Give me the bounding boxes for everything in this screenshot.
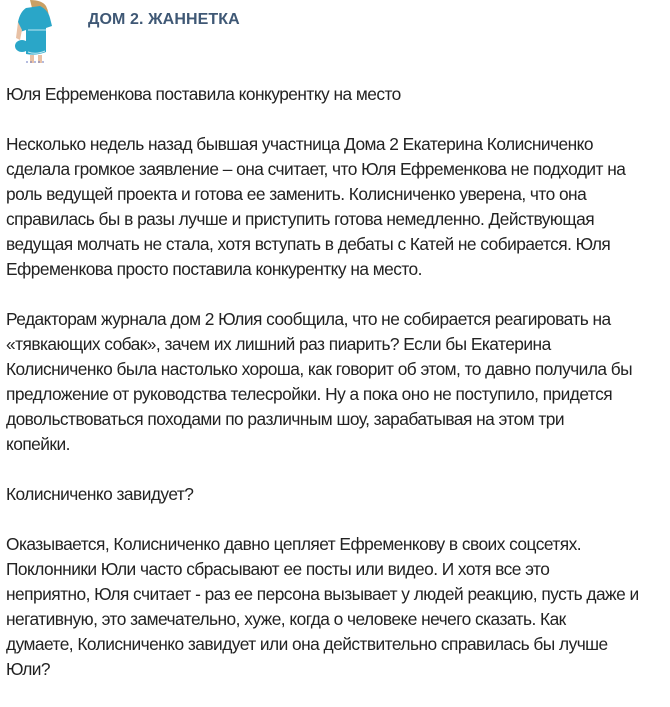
logo-image[interactable]	[12, 0, 56, 66]
text-line: Несколько недель назад бывшая участница Дома 2 Екатерина Колисниченко	[6, 134, 594, 154]
text-line: «тявкающих собак», зачем их лишний раз пиарить? Если бы Екатерина	[6, 334, 551, 354]
paragraph-1	[6, 132, 670, 282]
text-line: справилась бы в разы лучше и приступить готова немедленно. Действующая	[6, 209, 595, 229]
text-line: Редакторам журнала дом 2 Юлия сообщила, что не собирается реагировать на	[6, 309, 611, 329]
girl-in-blue-dress-icon	[12, 0, 56, 66]
text-line: сделала громкое заявление – она считает, что Юля Ефременкова не подходит на	[6, 159, 626, 179]
article	[6, 82, 670, 707]
text-line: ведущая молчать не стала, хотя вступать в дебаты с Катей не собирается. Юля	[6, 234, 611, 254]
text-line: Юли?	[6, 659, 51, 679]
text-line: Ефременкова просто поставила конкурентку на место.	[6, 259, 422, 279]
text-line: негативную, это замечательно, хуже, когда о человеке нечего сказать. Как	[6, 609, 566, 629]
article-title: Юля Ефременкова поставила конкурентку на место	[6, 84, 401, 104]
text-line: предложение от руководства телесройки. Ну а пока оно не поступило, придется	[6, 384, 613, 404]
page-header	[0, 0, 670, 75]
text-line: Поклонники Юли часто сбрасывают ее посты или видео. И хотя все это	[6, 559, 550, 579]
text-line: неприятно, Юля считает - раз ее персона вызывает у людей реакцию, пусть даже и	[6, 584, 639, 604]
text-line: Колисниченко была настолько хороша, как говорит об этом, то давно получила бы	[6, 359, 633, 379]
site-title[interactable]: ДОМ 2. ЖАННЕТКА	[88, 11, 240, 28]
paragraph-2	[6, 307, 670, 457]
text-line: Оказывается, Колисниченко давно цепляет Ефременкову в своих соцсетях.	[6, 534, 582, 554]
subheading-text: Колисниченко завидует?	[6, 484, 194, 504]
text-line: копейки.	[6, 434, 70, 454]
text-line: думаете, Колисниченко завидует или она действительно справилась бы лучше	[6, 634, 608, 654]
text-line: довольствоваться походами по различным шоу, зарабатывая на этом три	[6, 409, 565, 429]
section-subheading	[6, 482, 670, 507]
paragraph-3	[6, 532, 670, 682]
text-line: роль ведущей проекта и готова ее заменить. Колисниченко уверена, что она	[6, 184, 587, 204]
